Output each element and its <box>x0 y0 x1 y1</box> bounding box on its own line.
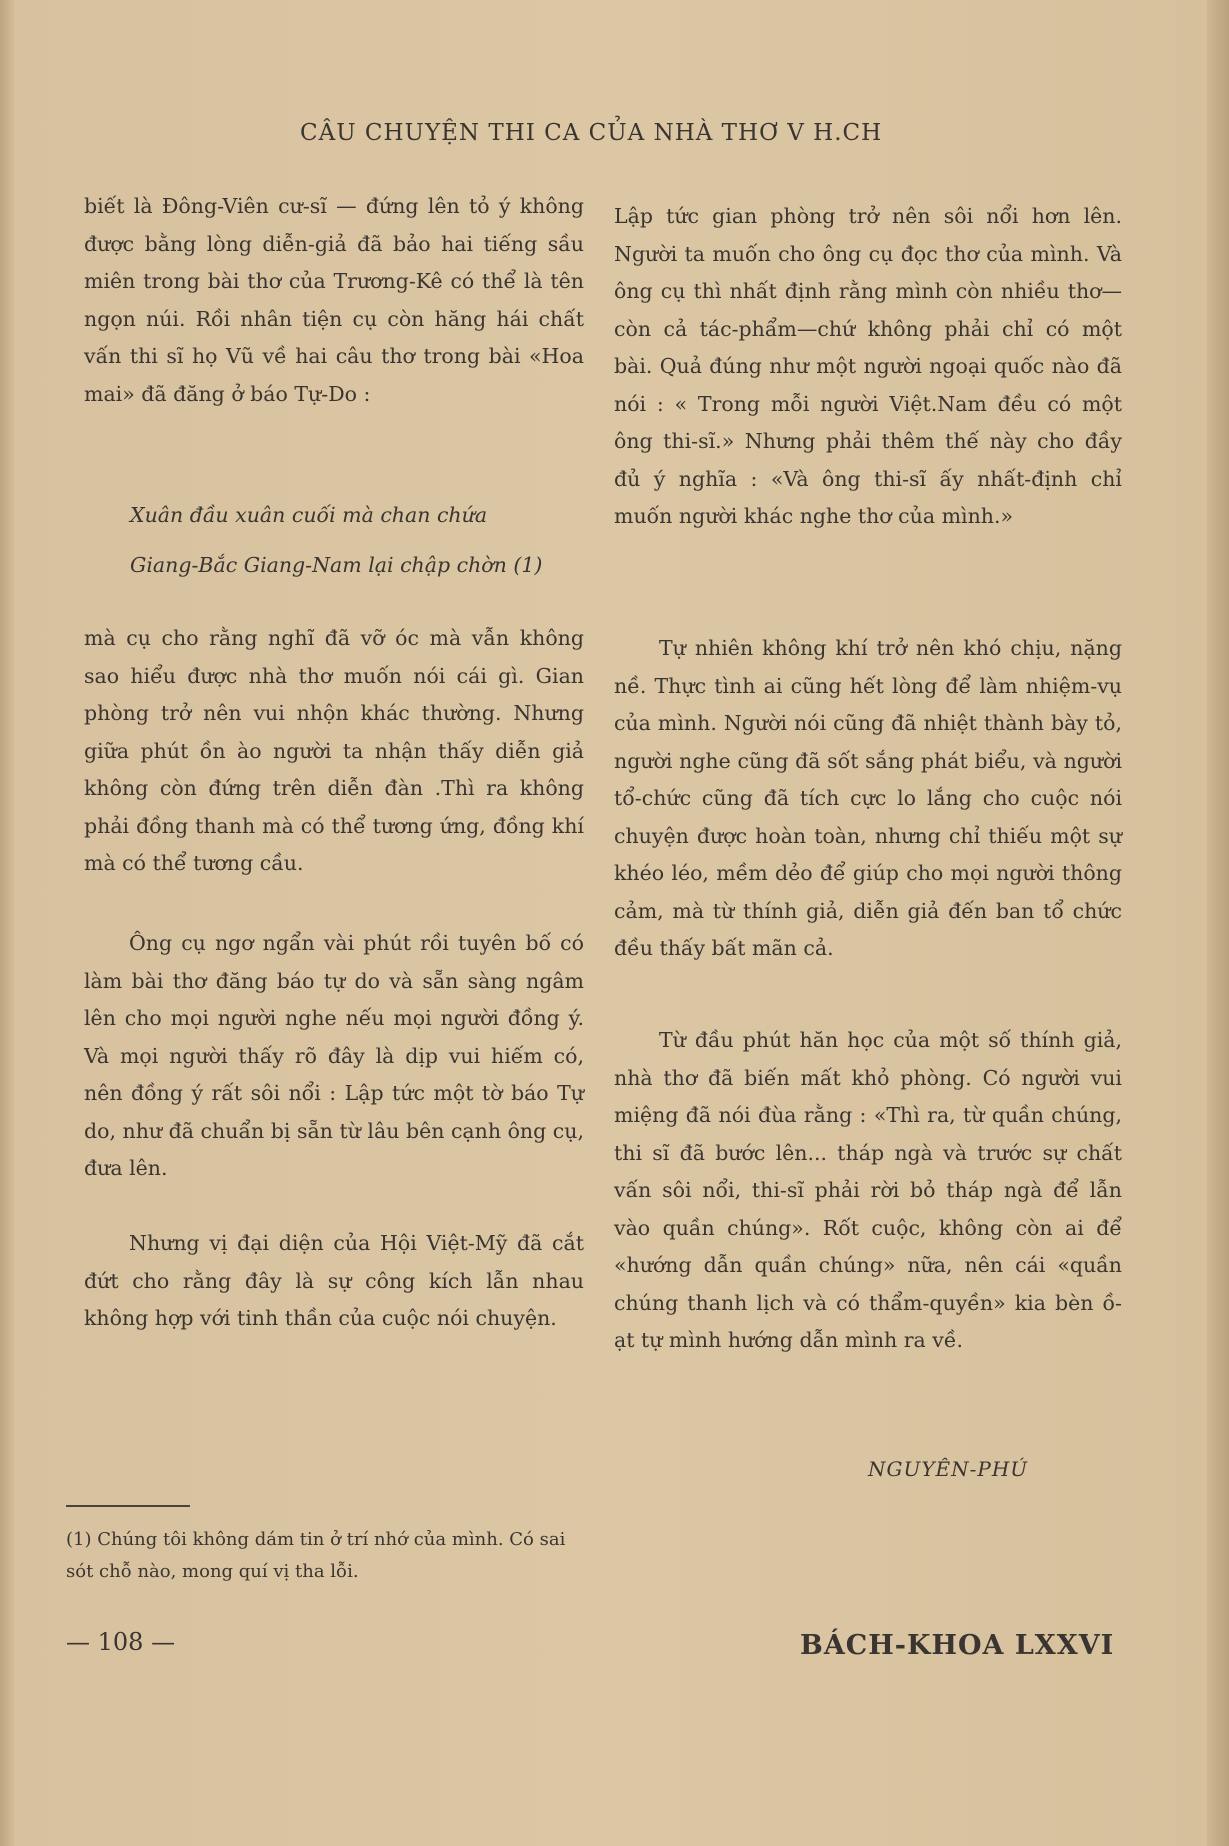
verse-line-2: Giang-Bắc Giang-Nam lại chập chờn (1) <box>130 553 543 577</box>
right-paragraph-1: Lập tức gian phòng trở nên sôi nổi hơn lên. Người ta muốn cho ông cụ đọc thơ của mình. Và ông cụ thì nhất định rằng mình còn nhiều thơ—còn cả tác-phẩm—chứ không phải chỉ có một bài. Quả đúng như một người ngoại quốc nào đã nói : « Trong mỗi người Việt.Nam đều có một ông thi-sĩ.» Nhưng phải thêm thế này cho đầy đủ ý nghĩa : «Và ông thi-sĩ ấy nhất-định chỉ muốn người khác nghe thơ của mình.» <box>614 204 1122 528</box>
left-column-lower <box>84 925 584 1188</box>
left-column-bottom <box>84 1225 584 1338</box>
running-head: CÂU CHUYỆN THI CA CỦA NHÀ THƠ V H.CH <box>300 120 883 146</box>
left-paragraph-1: biết là Đông-Viên cư-sĩ — đứng lên tỏ ý không được bằng lòng diễn-giả đã bảo hai tiếng sầu miên trong bài thơ của Trương-Kê có thể là tên ngọn núi. Rồi nhân tiện cụ còn hăng hái chất vấn thi sĩ họ Vũ về hai câu thơ trong bài «Hoa mai» đã đăng ở báo Tự-Do : <box>84 194 584 406</box>
left-paragraph-3: Ông cụ ngơ ngẩn vài phút rồi tuyên bố có làm bài thơ đăng báo tự do và sẵn sàng ngâm lên cho mọi người nghe nếu mọi người đồng ý. Và mọi người thấy rõ đây là dịp vui hiếm có, nên đồng ý rất sôi nổi : Lập tức một tờ báo Tự do, như đã chuẩn bị sẵn từ lâu bên cạnh ông cụ, đưa lên. <box>84 931 584 1180</box>
left-column-top <box>84 188 584 413</box>
page-number: — 108 — <box>66 1628 176 1656</box>
right-paragraph-2: Tự nhiên không khí trở nên khó chịu, nặng nề. Thực tình ai cũng hết lòng để làm nhiệm-vụ của mình. Người nói cũng đã nhiệt thành bày tỏ, người nghe cũng đã sốt sắng phát biểu, và người tổ-chức cũng đã tích cực lo lắng cho cuộc nói chuyện được hoàn toàn, nhưng chỉ thiếu một sự khéo léo, mềm dẻo để giúp cho mọi người thông cảm, mà từ thính giả, diễn giả đến ban tổ chức đều thấy bất mãn cả. <box>614 636 1122 960</box>
page-edge-left <box>0 0 14 1846</box>
right-column-bottom <box>614 1022 1122 1360</box>
left-paragraph-4: Nhưng vị đại diện của Hội Việt-Mỹ đã cắt đứt cho rằng đây là sự công kích lẫn nhau không hợp với tinh thần của cuộc nói chuyện. <box>84 1231 584 1330</box>
right-paragraph-3: Từ đầu phút hăn học của một số thính giả, nhà thơ đã biến mất khỏ phòng. Có người vui miệng đã nói đùa rằng : «Thì ra, từ quần chúng, thi sĩ đã bước lên... tháp ngà và trước sự chất vấn sôi nổi, thi-sĩ phải rời bỏ tháp ngà để lẫn vào quần chúng». Rốt cuộc, không còn ai để «hướng dẫn quần chúng» nữa, nên cái «quần chúng thanh lịch và có thẩm-quyền» kia bèn ồ-ạt tự mình hướng dẫn mình ra về. <box>614 1028 1122 1352</box>
footnote: (1) Chúng tôi không dám tin ở trí nhớ của mình. Có sai sót chỗ nào, mong quí vị tha lỗi. <box>66 1529 566 1582</box>
journal-title: BÁCH-KHOA LXXVI <box>800 1630 1115 1661</box>
author-signature: NGUYÊN-PHÚ <box>868 1457 1029 1481</box>
left-column-middle <box>84 620 584 883</box>
left-paragraph-2: mà cụ cho rằng nghĩ đã vỡ óc mà vẫn không sao hiểu được nhà thơ muốn nói cái gì. Gian phòng trở nên vui nhộn khác thường. Nhưng giữa phút ồn ào người ta nhận thấy diễn giả không còn đứng trên diễn đàn .Thì ra không phải đồng thanh mà có thể tương ứng, đồng khí mà có thể tương cầu. <box>84 626 584 875</box>
footnote-rule <box>66 1505 190 1507</box>
right-column-middle <box>614 630 1122 968</box>
right-column-top <box>614 198 1122 536</box>
verse-block <box>130 490 590 590</box>
page-edge-right <box>1207 0 1229 1846</box>
verse-line-1: Xuân đầu xuân cuối mà chan chứa <box>130 503 488 527</box>
